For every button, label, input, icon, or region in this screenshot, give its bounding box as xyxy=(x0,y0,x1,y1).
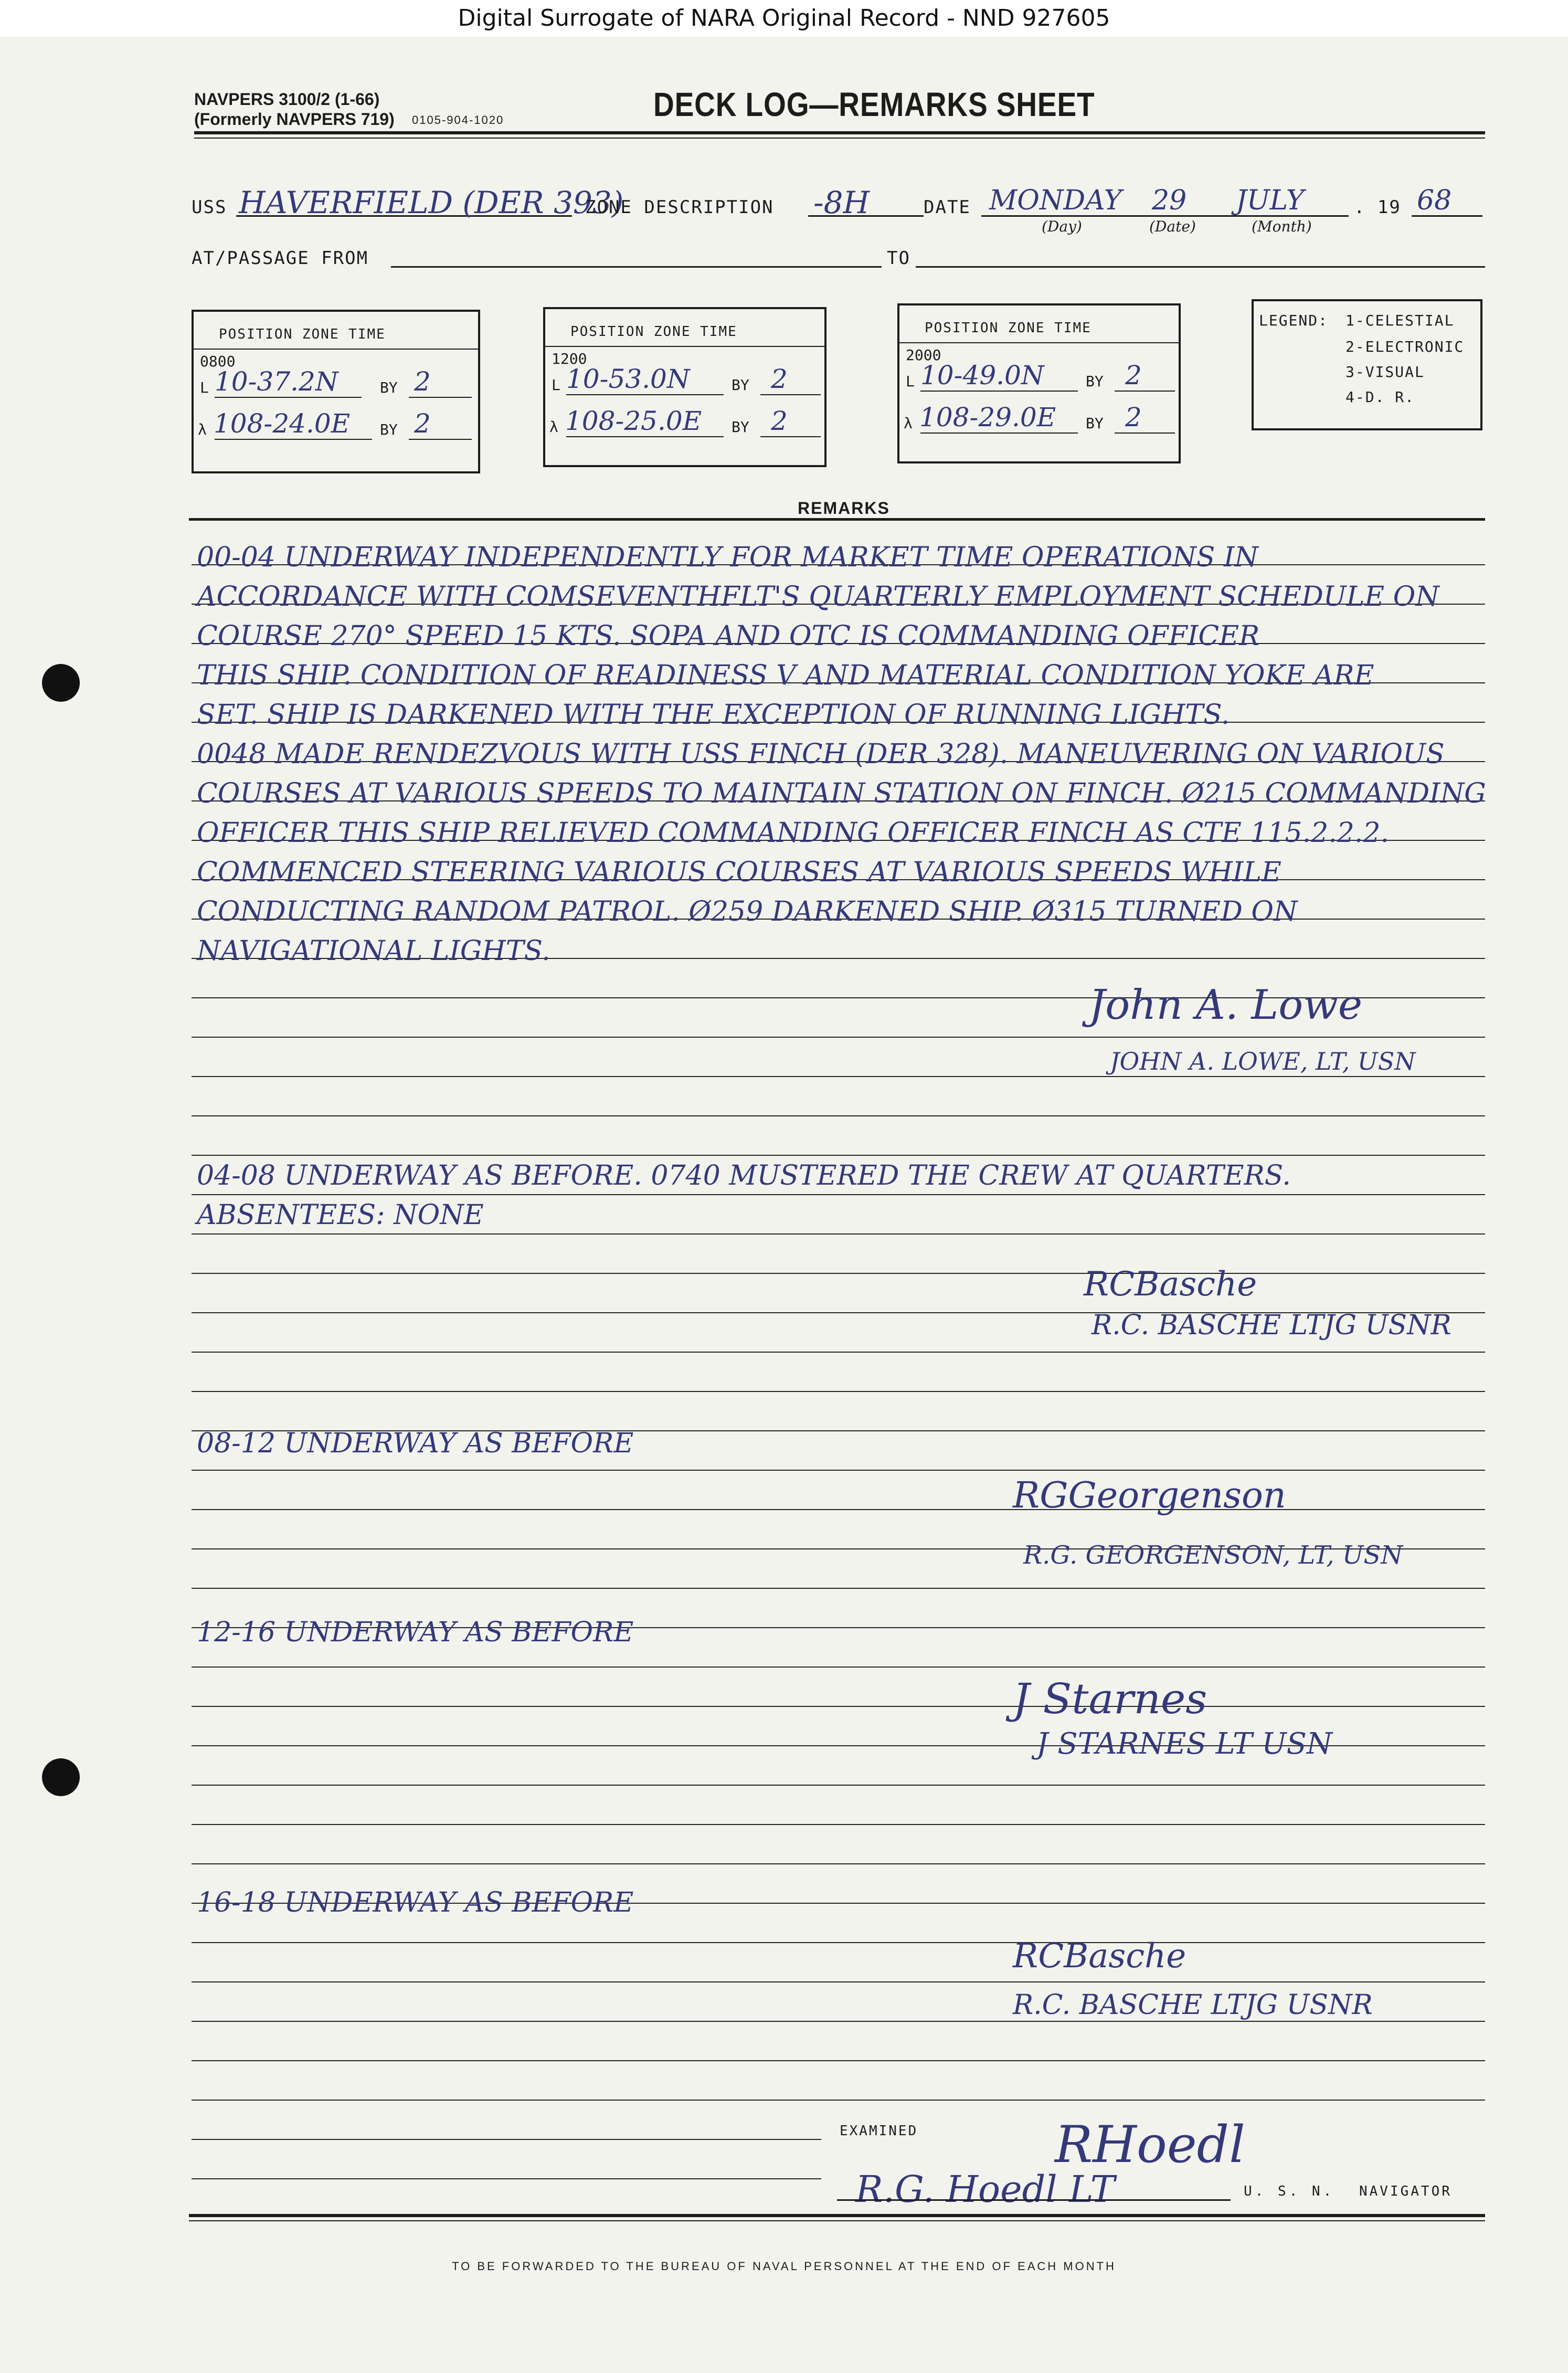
by-label: BY xyxy=(732,376,749,394)
passage-label: AT/PASSAGE FROM xyxy=(192,248,369,269)
longitude-value: 108-25.0E xyxy=(565,406,702,436)
ruled-line xyxy=(192,2139,821,2140)
ruled-line xyxy=(192,1981,1485,1982)
stock-number: 0105-904-1020 xyxy=(412,113,504,126)
longitude-label: λ xyxy=(198,421,207,438)
ruled-line xyxy=(192,1391,1485,1392)
navigator-line xyxy=(837,2198,1231,2201)
longitude-by: 2 xyxy=(414,408,431,439)
ruled-line xyxy=(192,1509,1485,1510)
day-caption: (Day) xyxy=(1042,218,1082,235)
remarks-rule xyxy=(189,518,1485,521)
ruled-line xyxy=(192,1273,1485,1274)
latitude-label: L xyxy=(200,379,209,396)
form-number: NAVPERS 3100/2 (1-66) xyxy=(194,90,380,109)
signature-printed-basche-2: R.C. BASCHE LTJG USNR xyxy=(1013,1989,1373,2021)
remarks-line: 16-18 UNDERWAY AS BEFORE xyxy=(197,1887,634,1918)
remarks-line: SET. SHIP IS DARKENED WITH THE EXCEPTION OF RUNNING LIGHTS. xyxy=(197,699,1230,731)
date-value: 29 xyxy=(1152,185,1187,216)
longitude-by: 2 xyxy=(771,406,788,436)
ruled-line xyxy=(192,1115,1485,1116)
remarks-line: 04-08 UNDERWAY AS BEFORE. 0740 MUSTERED THE CREW AT QUARTERS. xyxy=(197,1160,1291,1191)
uss-value: HAVERFIELD (DER 393) xyxy=(239,185,624,220)
ruled-line xyxy=(192,1352,1485,1353)
latitude-value: 10-37.2N xyxy=(215,366,338,397)
remarks-line: 12-16 UNDERWAY AS BEFORE xyxy=(197,1617,634,1648)
by-line xyxy=(409,397,472,398)
legend-item: 4-D. R. xyxy=(1345,388,1415,406)
ruled-line xyxy=(192,1942,1485,1943)
archive-banner: Digital Surrogate of NARA Original Record - NND 927605 xyxy=(0,0,1568,37)
position-box-header: POSITION ZONE TIME xyxy=(570,324,737,340)
signature-scrawl-basche-2: RCBasche xyxy=(1013,1937,1186,1976)
ruled-line xyxy=(192,2060,1485,2061)
ruled-line xyxy=(192,1076,1485,1077)
by-line xyxy=(760,394,821,395)
remarks-line: COMMENCED STEERING VARIOUS COURSES AT VARIOUS SPEEDS WHILE xyxy=(197,857,1281,888)
legend-item: 3-VISUAL xyxy=(1345,363,1425,381)
signature-scrawl-georgenson: RGGeorgenson xyxy=(1013,1475,1286,1516)
month-value: JULY xyxy=(1236,185,1305,216)
longitude-by: 2 xyxy=(1125,402,1142,433)
signature-printed-basche: R.C. BASCHE LTJG USNR xyxy=(1092,1310,1452,1341)
position-box-1200 xyxy=(543,307,827,467)
to-label: TO xyxy=(887,248,910,269)
by-line xyxy=(760,436,821,437)
longitude-value: 108-29.0E xyxy=(919,402,1056,433)
year-value: 68 xyxy=(1417,185,1452,216)
remarks-line: ACCORDANCE WITH COMSEVENTHFLT'S QUARTERLY EMPLOYMENT SCHEDULE ON xyxy=(197,581,1439,613)
uss-label: USS xyxy=(192,197,227,218)
sheet-title: DECK LOG—REMARKS SHEET xyxy=(653,86,1095,123)
zone-value: -8H xyxy=(813,185,870,220)
ruled-line xyxy=(192,1588,1485,1589)
form-formerly: (Formerly NAVPERS 719) xyxy=(194,110,395,129)
latitude-value: 10-53.0N xyxy=(566,364,690,394)
ruled-line xyxy=(192,2178,821,2179)
signature-printed-lowe: JOHN A. LOWE, LT, USN xyxy=(1110,1047,1416,1075)
navigator-label: NAVIGATOR xyxy=(1359,2184,1452,2199)
position-box-header: POSITION ZONE TIME xyxy=(925,320,1092,336)
latitude-by: 2 xyxy=(771,364,788,394)
latitude-by: 2 xyxy=(414,366,431,397)
remarks-line: NAVIGATIONAL LIGHTS. xyxy=(197,935,550,967)
latitude-value: 10-49.0N xyxy=(920,360,1044,391)
legend-title: LEGEND: xyxy=(1259,312,1329,329)
remarks-line: THIS SHIP. CONDITION OF READINESS V AND MATERIAL CONDITION YOKE ARE xyxy=(197,660,1374,691)
navigator-signature: R.G. Hoedl LT xyxy=(855,2168,1115,2211)
position-box-0800 xyxy=(192,310,480,473)
month-caption: (Month) xyxy=(1252,218,1312,235)
ruled-line xyxy=(192,1863,1485,1864)
footer-rule-thick xyxy=(189,2214,1485,2217)
year-prefix: . 19 xyxy=(1354,197,1401,218)
signature-scrawl-starnes: J Starnes xyxy=(1013,1674,1207,1723)
ruled-line xyxy=(192,1037,1485,1038)
signature-printed-starnes: J STARNES LT USN xyxy=(1036,1727,1332,1761)
position-time: 2000 xyxy=(906,346,941,364)
box-divider xyxy=(545,346,824,347)
ruled-line xyxy=(192,2021,1485,2022)
remarks-line: CONDUCTING RANDOM PATROL. Ø259 DARKENED SHIP. Ø315 TURNED ON xyxy=(197,896,1298,927)
ruled-line xyxy=(192,1155,1485,1156)
latitude-line xyxy=(215,397,362,398)
ruled-line xyxy=(192,2100,1485,2101)
remarks-line: COURSE 270° SPEED 15 KTS. SOPA AND OTC IS COMMANDING OFFICER xyxy=(197,620,1260,652)
by-label: BY xyxy=(1086,373,1104,390)
forwarding-note: TO BE FORWARDED TO THE BUREAU OF NAVAL PERSONNEL AT THE END OF EACH MONTH xyxy=(452,2260,1116,2273)
signature-scrawl-lowe: John A. Lowe xyxy=(1089,982,1363,1029)
by-line xyxy=(1115,433,1175,434)
by-label: BY xyxy=(1086,415,1104,432)
legend-item: 1-CELESTIAL xyxy=(1345,312,1455,329)
remarks-line: 00-04 UNDERWAY INDEPENDENTLY FOR MARKET TIME OPERATIONS IN xyxy=(197,542,1258,573)
legend-box xyxy=(1252,299,1482,430)
legend-item: 2-ELECTRONIC xyxy=(1345,338,1465,355)
by-label: BY xyxy=(380,379,398,396)
header-rule-thick xyxy=(194,131,1485,134)
form-identifier xyxy=(194,89,395,129)
remarks-line: 0048 MADE RENDEZVOUS WITH USS FINCH (DER 328). MANEUVERING ON VARIOUS xyxy=(197,739,1445,770)
by-label: BY xyxy=(732,418,749,436)
by-line xyxy=(1115,391,1175,392)
box-divider xyxy=(194,349,478,350)
signature-printed-georgenson: R.G. GEORGENSON, LT, USN xyxy=(1023,1541,1403,1570)
position-box-header: POSITION ZONE TIME xyxy=(219,326,386,342)
ruled-line xyxy=(192,1233,1485,1235)
day-value: MONDAY xyxy=(989,185,1122,216)
latitude-line xyxy=(920,391,1078,392)
latitude-label: L xyxy=(552,376,560,394)
header-rule-thin xyxy=(194,138,1485,139)
ruled-line xyxy=(192,1667,1485,1668)
ruled-line xyxy=(192,1470,1485,1471)
longitude-value: 108-24.0E xyxy=(214,408,351,439)
longitude-line xyxy=(215,439,372,440)
ruled-line xyxy=(192,1785,1485,1786)
binder-hole xyxy=(42,1758,80,1796)
ruled-line xyxy=(192,1706,1485,1707)
longitude-label: λ xyxy=(549,418,558,436)
binder-hole xyxy=(42,664,80,702)
to-field-line xyxy=(916,265,1485,268)
navigator-scrawl: RHoedl xyxy=(1055,2115,1245,2174)
latitude-label: L xyxy=(906,373,915,390)
footer-rule-thin xyxy=(189,2220,1485,2221)
remarks-line: 08-12 UNDERWAY AS BEFORE xyxy=(197,1428,634,1459)
deck-log-sheet xyxy=(0,37,1568,2373)
signature-scrawl-basche: RCBasche xyxy=(1084,1265,1257,1304)
date-caption: (Date) xyxy=(1149,218,1196,235)
box-divider xyxy=(899,342,1179,343)
position-box-2000 xyxy=(897,303,1181,463)
by-line xyxy=(409,439,472,440)
latitude-by: 2 xyxy=(1125,360,1142,391)
passage-field-line xyxy=(391,265,882,268)
usn-label: U. S. N. xyxy=(1244,2184,1335,2199)
longitude-line xyxy=(920,433,1078,434)
date-label: DATE xyxy=(924,197,971,218)
position-time: 0800 xyxy=(200,353,236,370)
examined-label: EXAMINED xyxy=(840,2123,918,2139)
remarks-line: ABSENTEES: NONE xyxy=(197,1199,484,1231)
position-time: 1200 xyxy=(552,350,587,367)
remarks-heading: REMARKS xyxy=(798,499,890,518)
remarks-line: OFFICER THIS SHIP RELIEVED COMMANDING OFFICER FINCH AS CTE 115.2.2.2. xyxy=(197,817,1389,849)
longitude-line xyxy=(566,436,724,437)
zone-label: ZONE DESCRIPTION xyxy=(585,197,774,218)
ruled-line xyxy=(192,1194,1485,1195)
ruled-line xyxy=(192,1824,1485,1825)
longitude-label: λ xyxy=(904,415,913,432)
latitude-line xyxy=(566,394,724,395)
remarks-line: COURSES AT VARIOUS SPEEDS TO MAINTAIN STATION ON FINCH. Ø215 COMMANDING xyxy=(197,778,1486,809)
by-label: BY xyxy=(380,421,398,438)
